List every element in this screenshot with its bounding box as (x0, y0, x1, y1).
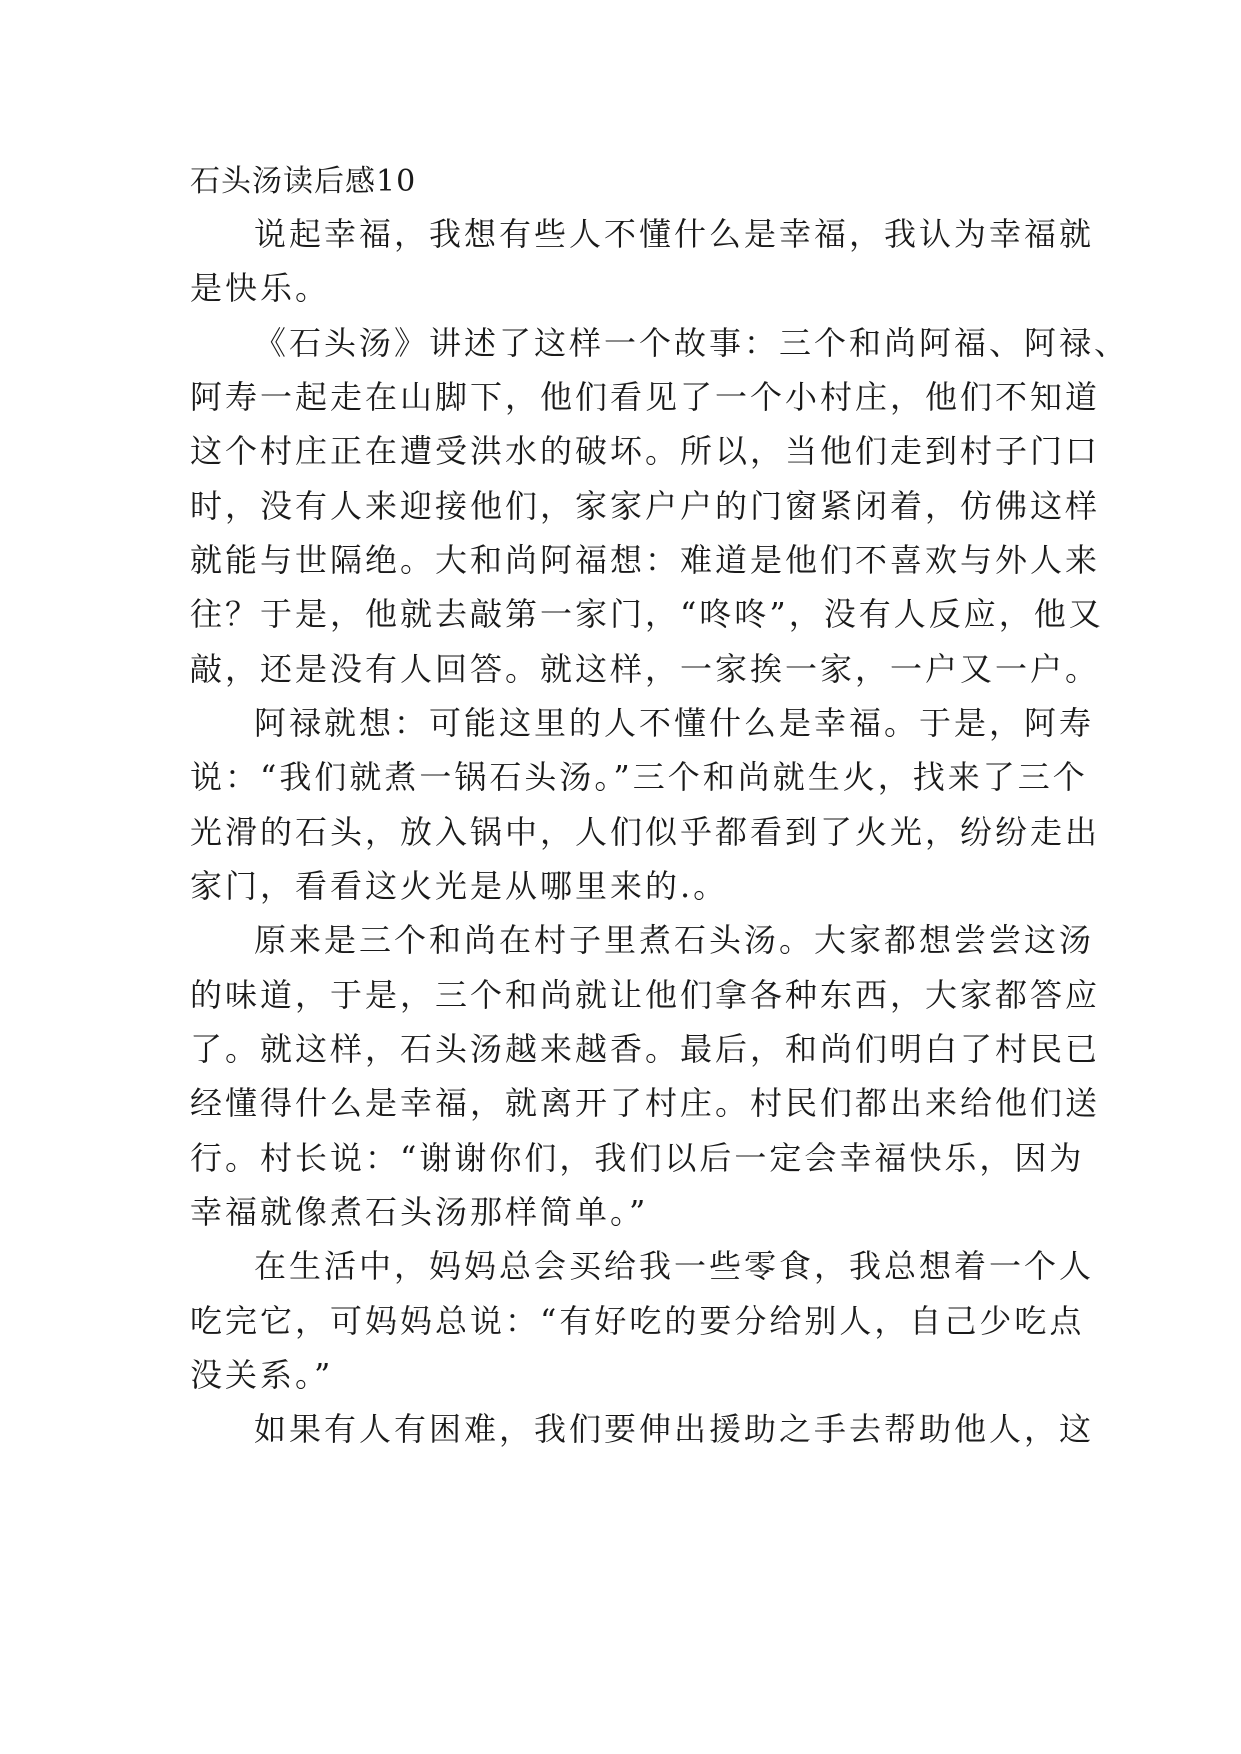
paragraph-line: 了。就这样，石头汤越来越香。最后，和尚们明白了村民已 (190, 1030, 1101, 1068)
paragraph-line: 的味道，于是，三个和尚就让他们拿各种东西，大家都答应 (190, 976, 1101, 1014)
paragraph-line: 幸福就像煮石头汤那样简单。” (190, 1193, 649, 1231)
paragraph-line: 敲，还是没有人回答。就这样，一家挨一家，一户又一户。 (190, 650, 1101, 688)
paragraph-line: 是快乐。 (190, 269, 331, 307)
paragraph-line: 阿禄就想：可能这里的人不懂什么是幸福。于是，阿寿 (254, 704, 1095, 742)
paragraph-line: 往？于是，他就去敲第一家门，“咚咚”，没有人反应，他又 (190, 595, 1104, 633)
paragraph-line: 阿寿一起走在山脚下，他们看见了一个小村庄，他们不知道 (190, 378, 1101, 416)
paragraph-line: 说：“我们就煮一锅石头汤。”三个和尚就生火，找来了三个 (190, 758, 1088, 796)
paragraph-line: 行。村长说：“谢谢你们，我们以后一定会幸福快乐，因为 (190, 1139, 1085, 1177)
paragraph-line: 时，没有人来迎接他们，家家户户的门窗紧闭着，仿佛这样 (190, 487, 1101, 525)
paragraph-line: 原来是三个和尚在村子里煮石头汤。大家都想尝尝这汤 (254, 921, 1095, 959)
paragraph-line: 就能与世隔绝。大和尚阿福想：难道是他们不喜欢与外人来 (190, 541, 1101, 579)
paragraph-line: 经懂得什么是幸福，就离开了村庄。村民们都出来给他们送 (190, 1084, 1101, 1122)
paragraph-line: 如果有人有困难，我们要伸出援助之手去帮助他人，这 (254, 1410, 1095, 1448)
paragraph-line: 《石头汤》讲述了这样一个故事：三个和尚阿福、阿禄、 (254, 324, 1130, 362)
paragraph-line: 这个村庄正在遭受洪水的破坏。所以，当他们走到村子门口 (190, 432, 1101, 470)
paragraph-line: 吃完它，可妈妈总说：“有好吃的要分给别人，自己少吃点 (190, 1302, 1085, 1340)
paragraph-line: 没关系。” (190, 1356, 334, 1394)
paragraph-line: 光滑的石头，放入锅中，人们似乎都看到了火光，纷纷走出 (190, 813, 1101, 851)
document-title: 石头汤读后感10 (190, 164, 417, 199)
paragraph-line: 在生活中，妈妈总会买给我一些零食，我总想着一个人 (254, 1247, 1095, 1285)
paragraph-line: 说起幸福，我想有些人不懂什么是幸福，我认为幸福就 (254, 215, 1095, 253)
paragraph-line: 家门，看看这火光是从哪里来的.。 (190, 867, 729, 905)
